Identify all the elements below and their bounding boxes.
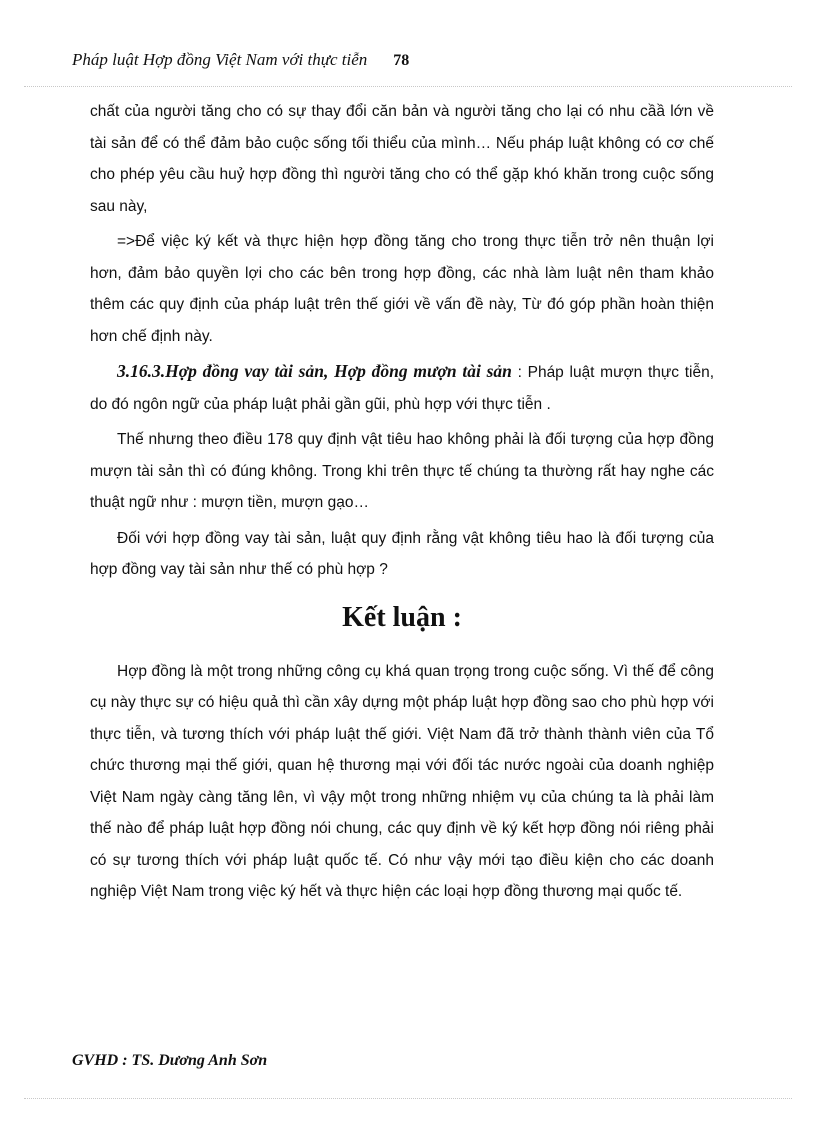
section-intro-text: : Pháp luật mượn thực tiễn, do đó ngôn ngữ của pháp luật phải gần gũi, phù hợp với thực tiễn . xyxy=(90,364,715,413)
header-divider xyxy=(24,86,792,87)
page-body xyxy=(90,96,714,912)
document-title: Pháp luật Hợp đồng Việt Nam với thực tiễn xyxy=(72,50,368,69)
section-paragraph xyxy=(90,356,714,420)
conclusion-body: Hợp đồng là một trong những công cụ khá quan trọng trong cuộc sống. Vì thế để công cụ này thực sự có hiệu quả thì cần xây dựng một pháp luật hợp đồng sao cho phù hợp với thực tiễn, và tương thích với pháp luật thế giới. Việt Nam đã trở thành thành viên của Tổ chức thương mại thế giới, quan hệ thương mại với đối tác nước ngoài của doanh nghiệp Việt Nam ngày càng tăng lên, vì vậy một trong những nhiệm vụ của chúng ta là phải làm thế nào để pháp luật hợp đồng nói chung, các quy định về ký kết hợp đồng nói riêng phải có sự tương thích với pháp luật quốc tế. Có như vậy mới tạo điều kiện cho các doanh nghiệp Việt Nam trong việc ký hết và thực hiện các loại hợp đồng thương mại quốc tế. xyxy=(90,662,714,900)
footer-supervisor: GVHD : TS. Dương Anh Sơn xyxy=(72,1052,268,1069)
paragraph-gift-contract: chất của người tăng cho có sự thay đổi căn bản và người tăng cho lại có nhu cầầ lớn về tài sản để có thể đảm bảo cuộc sống tối thiểu của mình… Nếu pháp luật không có cơ chế cho phép yêu cầu huỷ hợp đồng thì người tăng cho có thể gặp khó khăn trong cuộc sống sau này, xyxy=(90,103,714,215)
paragraph-article-178: Thế nhưng theo điều 178 quy định vật tiêu hao không phải là đối tượng của hợp đồng mượn tài sản thì có đúng không. Trong khi trên thực tế chúng ta thường rất hay nghe các thuật ngữ như : mượn tiền, mượn gạo… xyxy=(90,431,714,511)
conclusion-title: Kết luận : xyxy=(342,601,462,633)
page-header xyxy=(72,50,409,70)
paragraph-recommendation: =>Để việc ký kết và thực hiện hợp đồng tăng cho trong thực tiễn trở nên thuận lợi hơn, đảm bảo quyền lợi cho các bên trong hợp đồng, các nhà làm luật nên tham khảo thêm các quy định của pháp luật trên thế giới về vấn đề này, Từ đó góp phần hoàn thiện hơn chế định này. xyxy=(90,233,714,345)
paragraph-loan-contract: Đối với hợp đồng vay tài sản, luật quy định rằng vật không tiêu hao là đối tượng của hợp đồng vay tài sản như thế có phù hợp ? xyxy=(90,529,714,578)
section-heading: 3.16.3.Hợp đồng vay tài sản, Hợp đồng mượn tài sản xyxy=(117,361,512,381)
footer-divider xyxy=(24,1098,792,1099)
page-number: 78 xyxy=(393,52,410,69)
